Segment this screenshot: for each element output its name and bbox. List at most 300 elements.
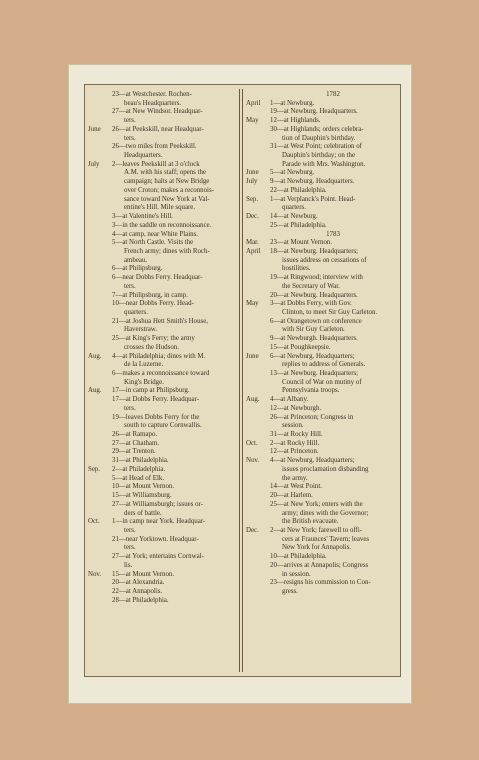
entry-text: 6—near Dobbs Ferry. Headquar-: [112, 274, 203, 282]
month-label: [246, 231, 270, 240]
entry-text: 25—at Philadelphia.: [270, 221, 327, 229]
month-label: [88, 370, 112, 379]
right-entry-line: [246, 222, 396, 231]
entry-text: beau's Headquarters.: [124, 99, 182, 107]
month-label: June: [88, 125, 101, 133]
month-label: June: [246, 169, 259, 177]
month-label: [88, 335, 112, 344]
left-entry-line: [88, 213, 239, 222]
entry-text: in session.: [282, 570, 311, 578]
left-entry-line: [88, 414, 239, 423]
month-label: [88, 483, 112, 492]
entry-text: 12—at Newburgh.: [270, 404, 322, 412]
entry-text: 27—at New Windsor. Headquar-: [112, 108, 203, 116]
entry-text: 4—at Albany.: [270, 396, 309, 404]
entry-text: 15—at Williamsburg.: [112, 492, 172, 500]
entry-text: 19—at Newburg. Headquarters.: [270, 108, 358, 116]
entry-text: session.: [282, 422, 304, 430]
month-label: [88, 579, 112, 588]
left-entry-line: [88, 492, 239, 501]
entry-text: 26—two miles from Peekskill.: [112, 143, 197, 151]
left-entry-line: [88, 326, 239, 335]
month-label: [246, 335, 270, 344]
right-entry-line: [246, 431, 396, 440]
month-label: [246, 344, 270, 353]
right-entry-line: [246, 143, 396, 152]
month-label: [246, 257, 270, 266]
month-label: Nov.: [246, 457, 260, 465]
entry-text: A.M. with his staff; opens the: [124, 169, 206, 177]
month-label: [246, 126, 270, 135]
entry-text: 2—at Philadelphia.: [112, 465, 166, 473]
month-label: [88, 344, 112, 353]
right-column: [246, 91, 396, 670]
month-label: [246, 187, 270, 196]
left-entry-line: [88, 100, 239, 109]
left-entry-line: [88, 222, 239, 231]
entry-text: Headquarters.: [124, 152, 163, 160]
right-entry-line: [246, 239, 396, 248]
left-entry-line: [88, 571, 239, 580]
entry-text: 5—at North Castle. Visits the: [112, 239, 194, 247]
entry-text: 10—at Philadelphia.: [270, 553, 327, 561]
entry-text: 23—at Mount Vernon.: [270, 239, 333, 247]
entry-text: issues address on cessations of: [282, 256, 367, 264]
right-entry-line: [246, 169, 396, 178]
right-entry-line: [246, 344, 396, 353]
month-label: [246, 562, 270, 571]
entry-text: ters.: [124, 404, 136, 412]
right-entry-line: [246, 353, 396, 362]
entry-text: 15—at Mount Vernon.: [112, 570, 175, 578]
month-label: [88, 475, 112, 484]
month-label: [88, 265, 112, 274]
entry-text: King's Bridge.: [124, 378, 164, 386]
entry-text: 23—resigns his commission to Con-: [270, 579, 371, 587]
entry-text: 17—in camp at Philipsburg.: [112, 387, 190, 395]
month-label: [88, 361, 112, 370]
month-label: Aug.: [88, 352, 102, 360]
column-divider-right: [242, 89, 243, 672]
left-entry-line: [88, 579, 239, 588]
month-label: [88, 248, 112, 257]
month-label: [88, 239, 112, 248]
left-entry-line: [88, 143, 239, 152]
left-entry-line: [88, 588, 239, 597]
left-entry-line: [88, 370, 239, 379]
entry-text: 26—at Princeton; Congress in: [270, 413, 354, 421]
right-entry-line: [246, 292, 396, 301]
right-entry-line: [246, 571, 396, 580]
entry-text: crosses the Hudson.: [124, 343, 179, 351]
month-label: Mar.: [246, 239, 259, 247]
entry-text: 21—near Yorktown. Headquar-: [112, 535, 199, 543]
left-entry-line: [88, 239, 239, 248]
month-label: [246, 448, 270, 457]
month-label: Sep.: [246, 195, 259, 203]
entry-text: 31—at Philadelphia.: [112, 457, 169, 465]
right-entry-line: [246, 283, 396, 292]
month-label: [246, 361, 270, 370]
month-label: [88, 448, 112, 457]
month-label: [88, 440, 112, 449]
right-entry-line: [246, 579, 396, 588]
entry-text: sance toward New York at Val-: [124, 195, 210, 203]
entry-text: 27—at York; entertains Cornwal-: [112, 553, 204, 561]
left-entry-line: [88, 248, 239, 257]
entry-text: south to capture Cornwallis.: [124, 422, 202, 430]
month-label: [246, 283, 270, 292]
month-label: [88, 544, 112, 553]
year-heading: [246, 231, 396, 240]
entry-text: 5—at Newburg.: [270, 169, 315, 177]
month-label: [246, 571, 270, 580]
entry-text: ters.: [124, 134, 136, 142]
entry-text: tion of Dauphin's birthday.: [282, 134, 356, 142]
month-label: [246, 466, 270, 475]
left-entry-line: [88, 126, 239, 135]
right-entry-line: [246, 562, 396, 571]
left-entry-line: [88, 344, 239, 353]
right-entry-line: [246, 501, 396, 510]
right-entry-line: [246, 187, 396, 196]
left-entry-line: [88, 405, 239, 414]
entry-text: the army.: [282, 474, 308, 482]
entry-text: 25—at King's Ferry; the army: [112, 335, 195, 343]
left-entry-line: [88, 204, 239, 213]
left-entry-line: [88, 597, 239, 606]
month-label: [88, 527, 112, 536]
month-label: [246, 152, 270, 161]
entry-text: 30—at Highlands; orders celebra-: [270, 125, 364, 133]
entry-text: 26—at Peekskill, near Headquar-: [112, 125, 204, 133]
left-entry-line: [88, 562, 239, 571]
month-label: [88, 501, 112, 510]
month-label: [246, 518, 270, 527]
month-label: [88, 231, 112, 240]
entry-text: hostilities.: [282, 265, 311, 273]
month-label: [246, 553, 270, 562]
right-entry-line: [246, 257, 396, 266]
right-entry-line: [246, 396, 396, 405]
entry-text: Clinton, to meet Sir Guy Carleton.: [282, 308, 378, 316]
entry-text: 4—at Newburg. Headquarters;: [270, 457, 355, 465]
month-label: [246, 414, 270, 423]
right-entry-line: [246, 518, 396, 527]
column-divider-left: [239, 89, 240, 672]
entry-text: 17—at Dobbs Ferry. Headquar-: [112, 396, 200, 404]
entry-text: ters.: [124, 282, 136, 290]
entry-text: 12—at Highlands.: [270, 117, 321, 125]
left-entry-line: [88, 466, 239, 475]
month-label: [246, 501, 270, 510]
month-label: [88, 597, 112, 606]
left-entry-line: [88, 457, 239, 466]
right-entry-line: [246, 379, 396, 388]
month-label: [88, 135, 112, 144]
entry-text: ambeau.: [124, 256, 148, 264]
left-entry-line: [88, 309, 239, 318]
entry-text: gress.: [282, 587, 298, 595]
right-entry-line: [246, 100, 396, 109]
entry-text: 26—at Ramapo.: [112, 431, 158, 439]
month-label: [88, 100, 112, 109]
month-label: [246, 318, 270, 327]
entry-text: campaign; halts at New Bridge: [124, 178, 210, 186]
right-entry-line: [246, 475, 396, 484]
left-entry-line: [88, 431, 239, 440]
right-entry-line: [246, 326, 396, 335]
entry-text: Council of War on mutiny of: [282, 378, 362, 386]
month-label: June: [246, 352, 259, 360]
entry-text: ders of battle.: [124, 509, 162, 517]
month-label: [88, 492, 112, 501]
right-entry-line: [246, 414, 396, 423]
month-label: [88, 91, 112, 100]
right-entry-line: [246, 448, 396, 457]
month-label: July: [88, 160, 100, 168]
month-label: [88, 274, 112, 283]
entry-text: Haverstraw.: [124, 326, 158, 334]
entry-text: with Sir Guy Carleton.: [282, 326, 345, 334]
left-entry-line: [88, 353, 239, 362]
left-entry-line: [88, 257, 239, 266]
month-label: [246, 588, 270, 597]
month-label: Dec.: [246, 213, 259, 221]
month-label: [246, 108, 270, 117]
month-label: [88, 292, 112, 301]
month-label: [246, 222, 270, 231]
right-entry-line: [246, 387, 396, 396]
entry-text: 21—at Joshua Hett Smith's House,: [112, 317, 208, 325]
entry-text: lis.: [124, 561, 133, 569]
month-label: [246, 379, 270, 388]
month-label: [88, 143, 112, 152]
left-entry-line: [88, 483, 239, 492]
entry-text: 20—at Alexandria.: [112, 579, 165, 587]
month-label: [88, 405, 112, 414]
month-label: [246, 492, 270, 501]
month-label: [88, 457, 112, 466]
entry-text: 22—at Annapolis.: [112, 587, 163, 595]
entry-text: 5—at Head of Elk.: [112, 474, 165, 482]
entry-text: 20—at Harlem.: [270, 492, 313, 500]
month-label: [88, 222, 112, 231]
month-label: Oct.: [246, 439, 258, 447]
entry-text: the Secretary of War.: [282, 282, 340, 290]
entry-text: 20—arrives at Annapolis; Congress: [270, 561, 369, 569]
entry-text: 3—at Valentine's Hill.: [112, 213, 174, 221]
month-label: [246, 510, 270, 519]
right-entry-line: [246, 544, 396, 553]
month-label: [246, 544, 270, 553]
left-entry-line: [88, 501, 239, 510]
right-entry-line: [246, 248, 396, 257]
right-entry-line: [246, 135, 396, 144]
month-label: [246, 292, 270, 301]
year-text: 1783: [326, 230, 340, 238]
month-label: [246, 274, 270, 283]
month-label: [88, 510, 112, 519]
entry-text: 1—at Verplanck's Point. Head-: [270, 195, 356, 203]
left-entry-line: [88, 335, 239, 344]
month-label: [246, 483, 270, 492]
month-label: May: [246, 117, 259, 125]
entry-text: 10—near Dobbs Ferry. Head-: [112, 300, 194, 308]
month-label: [88, 588, 112, 597]
entry-text: de la Luzerne.: [124, 361, 164, 369]
left-entry-line: [88, 536, 239, 545]
right-entry-line: [246, 196, 396, 205]
entry-text: 6—at Philipsburg.: [112, 265, 163, 273]
month-label: [246, 265, 270, 274]
month-label: April: [246, 247, 261, 255]
left-entry-line: [88, 231, 239, 240]
left-entry-line: [88, 553, 239, 562]
left-entry-line: [88, 300, 239, 309]
right-entry-line: [246, 588, 396, 597]
entry-text: 1—in camp near York. Headquar-: [112, 518, 206, 526]
left-entry-line: [88, 91, 239, 100]
entry-text: 7—at Philipsburg, in camp.: [112, 291, 188, 299]
month-label: [88, 108, 112, 117]
month-label: [88, 536, 112, 545]
right-entry-line: [246, 108, 396, 117]
right-entry-line: [246, 335, 396, 344]
right-entry-line: [246, 466, 396, 475]
entry-text: 22—at Philadelphia.: [270, 186, 327, 194]
left-entry-line: [88, 274, 239, 283]
left-entry-line: [88, 117, 239, 126]
left-entry-line: [88, 196, 239, 205]
left-entry-line: [88, 161, 239, 170]
entry-text: ters.: [124, 526, 136, 534]
right-entry-line: [246, 527, 396, 536]
entry-text: 27—at Chatham.: [112, 439, 160, 447]
right-entry-line: [246, 510, 396, 519]
entry-text: French army; dines with Roch-: [124, 247, 210, 255]
left-entry-line: [88, 518, 239, 527]
entry-text: 3—at Dobbs Ferry, with Gov.: [270, 300, 352, 308]
entry-text: 27—at Williamsburgh; issues or-: [112, 500, 204, 508]
entry-text: 31—at West Point; celebration of: [270, 143, 362, 151]
entry-text: 2—leaves Peekskill at 3 o'clock: [112, 160, 200, 168]
month-label: Dec.: [246, 526, 259, 534]
left-entry-line: [88, 283, 239, 292]
right-entry-line: [246, 422, 396, 431]
entry-text: 6—at Orangetown on conference: [270, 317, 362, 325]
month-label: [246, 135, 270, 144]
left-entry-line: [88, 379, 239, 388]
month-label: Nov.: [88, 570, 102, 578]
right-entry-line: [246, 553, 396, 562]
left-entry-line: [88, 448, 239, 457]
month-label: Aug.: [246, 396, 260, 404]
month-label: [88, 152, 112, 161]
month-label: [246, 579, 270, 588]
entry-text: quarters.: [124, 308, 148, 316]
entry-text: 6—makes a reconnoissance toward: [112, 370, 210, 377]
month-label: [246, 161, 270, 170]
year-heading: [246, 91, 396, 100]
right-entry-line: [246, 152, 396, 161]
month-label: [246, 326, 270, 335]
entry-text: 15—at Poughkeepsie.: [270, 343, 331, 351]
right-entry-line: [246, 370, 396, 379]
month-label: [88, 196, 112, 205]
entry-text: ters.: [124, 544, 136, 552]
right-entry-line: [246, 457, 396, 466]
month-label: [246, 370, 270, 379]
entry-text: the British evacuate.: [282, 518, 339, 526]
month-label: [88, 379, 112, 388]
month-label: [88, 187, 112, 196]
year-text: 1782: [326, 91, 340, 98]
month-label: [246, 91, 270, 100]
month-label: [88, 300, 112, 309]
month-label: Sep.: [88, 465, 101, 473]
month-label: [88, 318, 112, 327]
right-entry-line: [246, 361, 396, 370]
month-label: [88, 422, 112, 431]
entry-text: 28—at Philadelphia.: [112, 596, 169, 604]
month-label: Oct.: [88, 518, 100, 526]
left-entry-line: [88, 169, 239, 178]
month-label: [246, 309, 270, 318]
entry-text: ters.: [124, 117, 136, 125]
right-entry-line: [246, 492, 396, 501]
month-label: [88, 257, 112, 266]
entry-text: 4—at camp, near White Plains.: [112, 230, 198, 238]
right-entry-line: [246, 300, 396, 309]
entry-text: over Croton; makes a reconnois-: [124, 186, 214, 194]
entry-text: replies to address of Generals.: [282, 361, 366, 369]
entry-text: 20—at Newburg. Headquarters.: [270, 291, 358, 299]
right-entry-line: [246, 265, 396, 274]
entry-text: 9—at Newburg. Headquarters.: [270, 178, 355, 186]
entry-text: 12—at Princeton.: [270, 448, 319, 456]
month-label: [88, 213, 112, 222]
entry-text: 13—at Newburg. Headquarters;: [270, 370, 359, 377]
entry-text: 9—at Newburgh. Headquarters.: [270, 335, 358, 343]
month-label: Aug.: [88, 387, 102, 395]
right-entry-line: [246, 161, 396, 170]
entry-text: 2—at Rocky Hill.: [270, 439, 320, 447]
month-label: [88, 117, 112, 126]
right-entry-line: [246, 274, 396, 283]
right-entry-line: [246, 483, 396, 492]
entry-text: 2—at New York; farewell to offi-: [270, 526, 363, 534]
entry-text: Pennsylvania troops.: [282, 387, 340, 395]
entry-text: issues proclamation disbanding: [282, 465, 369, 473]
month-label: [246, 536, 270, 545]
left-entry-line: [88, 387, 239, 396]
month-label: [246, 143, 270, 152]
entry-text: 31—at Rocky Hill.: [270, 431, 323, 439]
left-entry-line: [88, 318, 239, 327]
month-label: [88, 169, 112, 178]
right-entry-line: [246, 117, 396, 126]
month-label: April: [246, 99, 261, 107]
entry-text: 14—at West Point.: [270, 483, 322, 491]
month-label: [88, 178, 112, 187]
entry-text: entine's Hill. Mile square.: [124, 204, 196, 212]
entry-text: Dauphin's birthday; on the: [282, 152, 356, 160]
month-label: [246, 204, 270, 213]
month-label: [246, 387, 270, 396]
left-entry-line: [88, 396, 239, 405]
month-label: [88, 553, 112, 562]
